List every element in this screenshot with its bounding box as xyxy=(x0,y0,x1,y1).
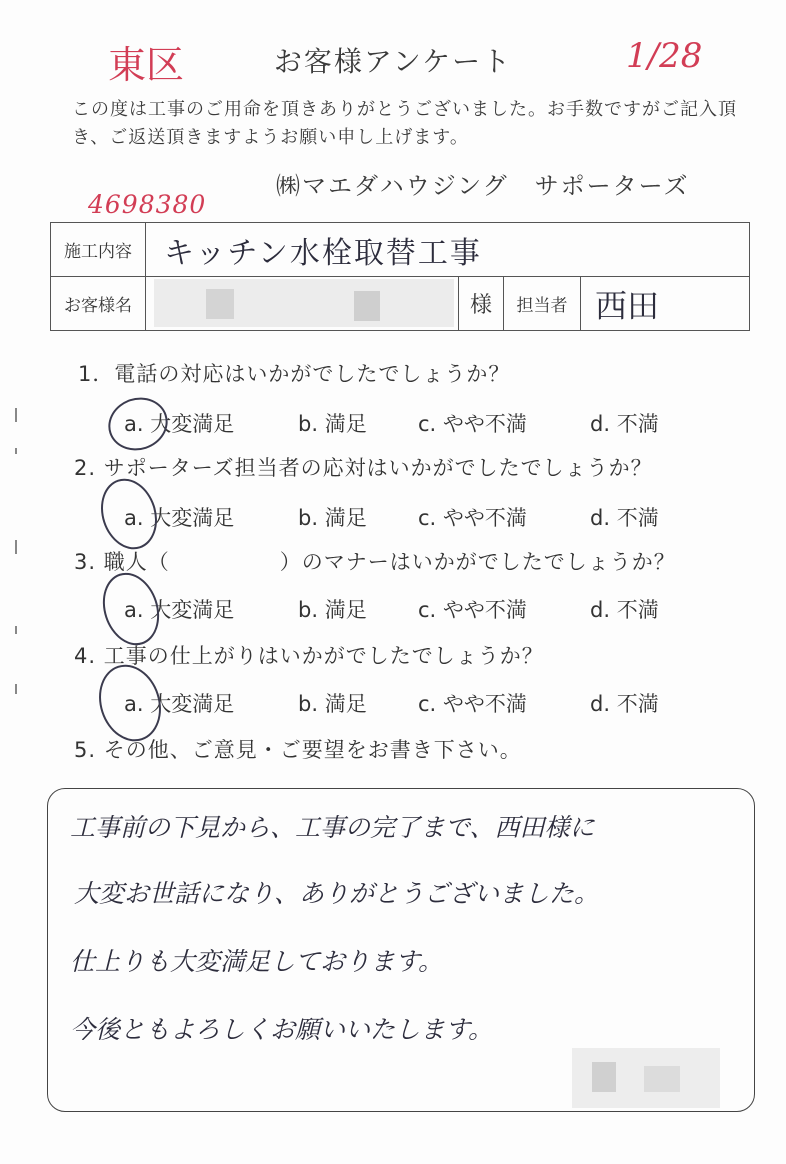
option-a-4[interactable]: a. 大変満足 xyxy=(124,692,235,716)
comment-line-4: 今後ともよろしくお願いいたします。 xyxy=(70,1015,494,1044)
option-d-4[interactable]: d. 不満 xyxy=(590,692,659,716)
redacted-signature-block xyxy=(592,1062,616,1092)
option-b-4[interactable]: b. 満足 xyxy=(298,692,367,716)
question-3: 3. 職人（ ）のマナーはいかがでしたでしょうか？ xyxy=(74,550,676,574)
comment-line-3: 仕上りも大変満足しております。 xyxy=(70,947,444,976)
option-a-1[interactable]: a. 大変満足 xyxy=(124,412,235,436)
question-2: 2. サポーターズ担当者の応対はいかがでしたでしょうか？ xyxy=(74,456,653,480)
handwritten-number: 4698380 xyxy=(88,190,207,219)
option-d-2[interactable]: d. 不満 xyxy=(590,506,659,530)
staff-value: 西田 xyxy=(595,286,660,325)
comment-line-1: 工事前の下見から、工事の完了まで、西田様に xyxy=(70,813,595,842)
option-d-3[interactable]: d. 不満 xyxy=(590,598,659,622)
work-value: キッチン水栓取替工事 xyxy=(164,235,482,271)
handwritten-region: 東区 xyxy=(108,43,185,87)
work-label: 施工内容 xyxy=(51,223,146,277)
staff-value-cell xyxy=(581,277,750,331)
option-a-3[interactable]: a. 大変満足 xyxy=(124,598,235,622)
margin-mark xyxy=(15,540,17,554)
redacted-signature-block xyxy=(644,1066,680,1092)
company-name: ㈱マエダハウジング サポーターズ xyxy=(276,172,690,200)
redacted-name xyxy=(154,279,454,327)
work-value-cell xyxy=(146,223,750,277)
question-5: 5. その他、ご意見・ご要望をお書き下さい。 xyxy=(74,738,522,762)
redacted-name-block xyxy=(206,289,234,319)
option-c-1[interactable]: c. やや不満 xyxy=(418,412,527,436)
question-4: 4. 工事の仕上がりはいかがでしたでしょうか？ xyxy=(74,644,544,668)
margin-mark xyxy=(15,626,17,634)
comment-line-2: 大変お世話になり、ありがとうございました。 xyxy=(74,879,600,908)
staff-label: 担当者 xyxy=(504,277,581,331)
page-title: お客様アンケート xyxy=(273,45,513,78)
handwritten-date: 1/28 xyxy=(626,36,703,76)
info-table xyxy=(50,222,750,331)
intro-text: この度は工事のご用命を頂きありがとうございました。お手数ですがご記入頂き、ご返送頂きますようお願い申し上げます。 xyxy=(72,99,737,148)
option-b-2[interactable]: b. 満足 xyxy=(298,506,367,530)
honorific: 様 xyxy=(459,277,504,331)
answer-circle-1 xyxy=(101,390,174,458)
option-b-3[interactable]: b. 満足 xyxy=(298,598,367,622)
margin-mark xyxy=(15,448,17,454)
answer-circle-2 xyxy=(92,471,166,556)
option-c-4[interactable]: c. やや不満 xyxy=(418,692,527,716)
option-b-1[interactable]: b. 満足 xyxy=(298,412,367,436)
option-a-2[interactable]: a. 大変満足 xyxy=(124,506,235,530)
option-c-2[interactable]: c. やや不満 xyxy=(418,506,527,530)
redacted-name-block xyxy=(354,291,380,321)
option-d-1[interactable]: d. 不満 xyxy=(590,412,659,436)
question-1: 1．電話の対応はいかがでしたでしょうか？ xyxy=(78,362,511,386)
customer-name-cell xyxy=(146,277,459,331)
option-c-3[interactable]: c. やや不満 xyxy=(418,598,527,622)
customer-label: お客様名 xyxy=(51,277,146,331)
